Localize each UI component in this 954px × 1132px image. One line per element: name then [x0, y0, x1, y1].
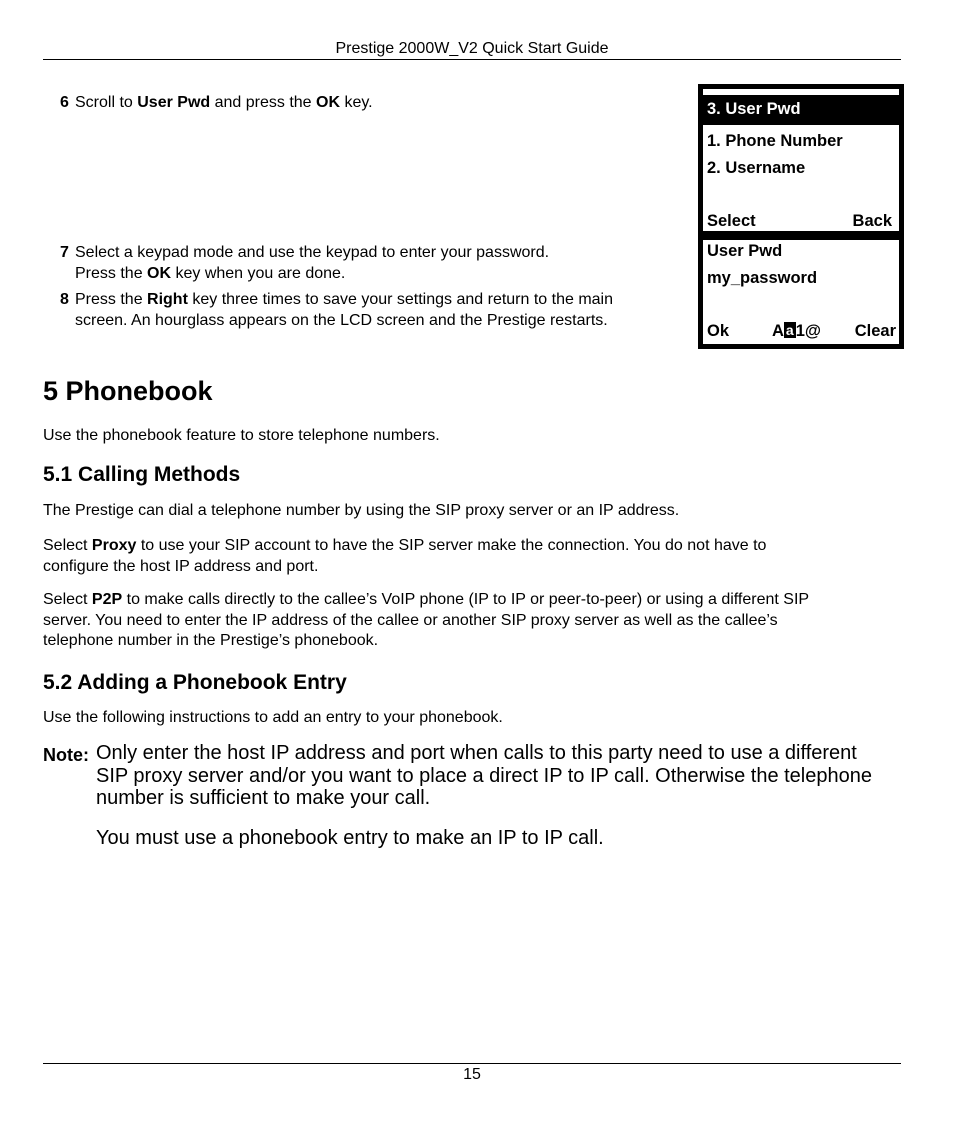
lcd-field-value: my_password — [707, 269, 818, 287]
lcd-softkey-clear: Clear — [854, 322, 896, 340]
step-number: 6 — [60, 94, 69, 111]
step-text-line1: Select a keypad mode and use the keypad to enter your password. — [75, 244, 550, 261]
lcd-password-screen — [698, 236, 904, 349]
note-text-2: You must use a phonebook entry to make an IP to IP call. — [96, 827, 604, 849]
step-text-line2: screen. An hourglass appears on the LCD screen and the Prestige restarts. — [75, 312, 608, 329]
footer-rule — [43, 1063, 901, 1064]
paragraph-calling-methods: The Prestige can dial a telephone number by using the SIP proxy server or an IP address. — [43, 502, 680, 519]
note-text: Only enter the host IP address and port when calls to this party need to use a different SIP proxy server and/or you want to place a direct IP to IP call. Otherwise the telephone number is sufficient to make your call. — [96, 742, 872, 809]
section-5-intro: Use the phonebook feature to store telephone numbers. — [43, 427, 440, 444]
section-heading-5-2: 5.2 Adding a Phonebook Entry — [43, 671, 347, 694]
note-label: Note: — [43, 745, 89, 765]
lcd-softkey-select: Select — [707, 212, 756, 230]
lcd-keypad-mode: A a 1@ — [772, 322, 821, 340]
step-text-line2: Press the OK key when you are done. — [75, 265, 346, 282]
section-5-2-intro: Use the following instructions to add an entry to your phonebook. — [43, 709, 503, 726]
step-text: Scroll to User Pwd and press the OK key. — [75, 94, 373, 111]
paragraph-proxy: Select Proxy to use your SIP account to have the SIP server make the connection. You do not have to configure the host IP address and port. — [43, 537, 767, 575]
step-text-line1: Press the Right key three times to save your settings and return to the main — [75, 291, 614, 308]
paragraph-p2p: Select P2P to make calls directly to the callee’s VoIP phone (IP to IP or peer-to-peer) or using a different SIP server. You need to enter the IP address of the callee or another SIP proxy server as well as the callee’s telephone number in the Prestige’s phonebook. — [43, 591, 810, 649]
lcd-softkey-ok: Ok — [707, 322, 730, 340]
running-header: Prestige 2000W_V2 Quick Start Guide — [335, 40, 609, 57]
lcd-menu-item: 2. Username — [707, 159, 806, 177]
step-number: 8 — [60, 291, 69, 308]
header-rule — [43, 59, 901, 60]
section-heading-5: 5 Phonebook — [43, 376, 213, 406]
page-number: 15 — [463, 1066, 481, 1083]
lcd-highlighted-item: 3. User Pwd — [703, 95, 899, 125]
lcd-field-label: User Pwd — [707, 242, 783, 260]
lcd-menu-item: 1. Phone Number — [707, 132, 843, 150]
active-mode-indicator: a — [785, 322, 794, 338]
step-number: 7 — [60, 244, 69, 261]
lcd-menu-screen — [698, 84, 904, 236]
section-heading-5-1: 5.1 Calling Methods — [43, 463, 241, 486]
lcd-softkey-back: Back — [852, 212, 892, 230]
